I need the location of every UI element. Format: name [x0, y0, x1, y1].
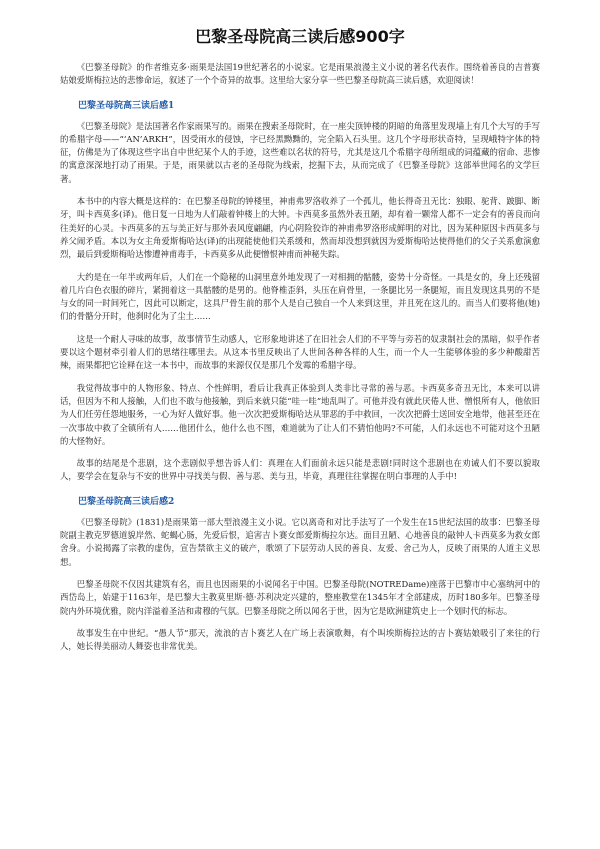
section1-paragraph: 《巴黎圣母院》是法国著名作家雨果写的。雨果在搜索圣母院时，在一座尖顶钟楼的阴暗的角落里发现墙上有几个大写的手写的希腊字母——“‘AN’ARKH”，因受雨水的侵蚀，字已经黑黝黝的，完全陷入石头里。这几个字母形状奇特，呈现峨特字体的特征，仿佛是为了体现这些字出自中世纪某个人的手迹，这些难以名状的符号，尤其是这几个希腊字母所组成的词蕴藏的宿命、悲惨的寓意深深地打动了雨果。于是，雨果就以古老的圣母院为线索，挖掘下去，从而完成了《巴黎圣母院》这部举世闻名的文学巨著。 — [60, 120, 540, 184]
section1-paragraph: 我觉得故事中的人物形象、特点、个性鲜明，看后让我真正体验到人类非比寻常的善与恶。卡西莫多奇丑无比，本来可以讲话，但因为不和人接触，人们也不敢与他接触，到后来就只能“哇一哇”地乱叫了。可他并没有就此厌倦人世、憎恨所有人，他依旧为人们任劳任怨地服务，一心为好人做好事。他一次次把爱斯梅哈达从罪恶的手中救回，一次次把爵士送回安全地带，他甚至还在一次事故中救了全镇所有人……他团什么，他什么也不图，难道就为了让人们不猜怕他吗?不可能，人们永远也不可能对这个丑陋的大怪物好。 — [60, 382, 540, 446]
section2-paragraph: 故事发生在中世纪。“愚人节”那天，流浪的吉卜赛艺人在广场上表演歌舞，有个叫埃斯梅拉达的吉卜赛姑娘吸引了来往的行人，她长得美丽动人舞姿也非常优美。 — [60, 627, 540, 652]
intro-paragraph: 《巴黎圣母院》的作者维克多·雨果是法国19世纪著名的小说家。它是雨果浪漫主义小说的著名代表作。围绕着善良的吉普赛姑娘爱斯梅拉达的悲惨命运，叙述了一个个奇异的故事。这里给大家分享一些巴黎圣母院高三读后感，欢迎阅读！ — [60, 62, 540, 86]
section-heading-2: 巴黎圣母院高三读后感2 — [78, 496, 175, 507]
section-heading-1: 巴黎圣母院高三读后感1 — [78, 100, 175, 111]
section1-paragraph: 大约是在一年半或两年后，人们在一个隐秘的山洞里意外地发现了一对相拥的骷髅，姿势十分奇怪。一具是女的，身上还残留着几片白色衣服的碎片，紧拥着这一具骷髅的是男的。他脊椎歪斜，头压在肩骨里，一条腿比另一条腿短，而且发现这具男的不是与女的同一时间死亡，因此可以断定，这具尸骨生前的那个人是自己独自一个人来到这里，并且死在这儿的。而当人们要将他(她)们的骨骼分开时，他刹时化为了尘土…… — [60, 271, 540, 322]
section1-paragraph: 本书中的内容大概是这样的：在巴黎圣母院的钟楼里，神甫弗罗洛收养了一个孤儿，他长得奇丑无比：独眼、驼背、跛脚、断牙，叫卡西莫多(译)。他日复一日地为人们敲着钟楼上的大钟。卡西莫多虽然外表丑陋，却有着一颗常人都不一定会有的善良而向往美好的心灵。卡西莫多的五与美正好与那外表风度翩翩，内心阴险狡诈的神甫弗罗洛形成鲜明的对比，因为某种原因卡西莫多与养父闹矛盾。本以为女主角爱斯梅哈达(译)的出现能使他们关系缓和，然而却没想到就因为爱斯梅哈达使得他们的父子关系愈演愈烈，最后到爱斯梅哈达惨遭神甫毒手，卡西莫多从此便憎恨神甫而神秘失踪。 — [60, 196, 540, 260]
section2-paragraph: 巴黎圣母院不仅因其建筑有名，而且也因雨果的小说闻名于中国。巴黎圣母院(NOTREDame)座落于巴黎市中心塞纳河中的西岱岛上，始建于1163年，是巴黎大主教莫里斯·德·苏利决定兴建的，整座教堂在1345年才全部建成，历时180多年。巴黎圣母院内外环境优雅，院内洋溢着圣洁和肃穆的气氛。巴黎圣母院之所以闻名于世，因为它是欧洲建筑史上一个划时代的标志。 — [60, 578, 540, 616]
section1-paragraph: 这是一个耐人寻味的故事，故事情节生动感人，它形象地讲述了在旧社会人们的不平等与旁若的奴隶制社会的黑暗，似乎作者要以这个题材牵引着人们的思绪往哪里去。从这本书里反映出了人世间各种各样的人生，而一个人一生能够体验的多少种酸甜苦辣，雨果都把它诠释在这一本书中，而故事的来源仅仅是那几个发霉的希腊字母。 — [60, 333, 540, 371]
section1-paragraph: 故事的结尾是个悲剧，这个悲剧似乎想告诉人们：真理在人们面前永远只能是悲剧!同时这个悲剧也在劝诫人们不要以貌取人，要学会在复杂与不安的世界中寻找美与假、善与恶、美与丑，毕竟，真理往往掌握在明白事理的人手中! — [60, 458, 540, 482]
section2-paragraph: 《巴黎圣母院》(1831)是雨果第一部大型浪漫主义小说。它以离奇和对比手法写了一个发生在15世纪法国的故事：巴黎圣母院副主教克罗德道貌岸然、蛇蝎心肠，先爱后恨，追害吉卜赛女郎爱斯梅拉尔达。面目丑陋、心地善良的敲钟人卡西莫多为救女郎舍身。小说揭露了宗教的虚伪，宣告禁欲主义的破产，歌颂了下层劳动人民的善良、友爱、舍己为人，反映了雨果的人道主义思想。 — [60, 516, 540, 567]
page-title: 巴黎圣母院高三读后感900字 — [195, 27, 405, 46]
